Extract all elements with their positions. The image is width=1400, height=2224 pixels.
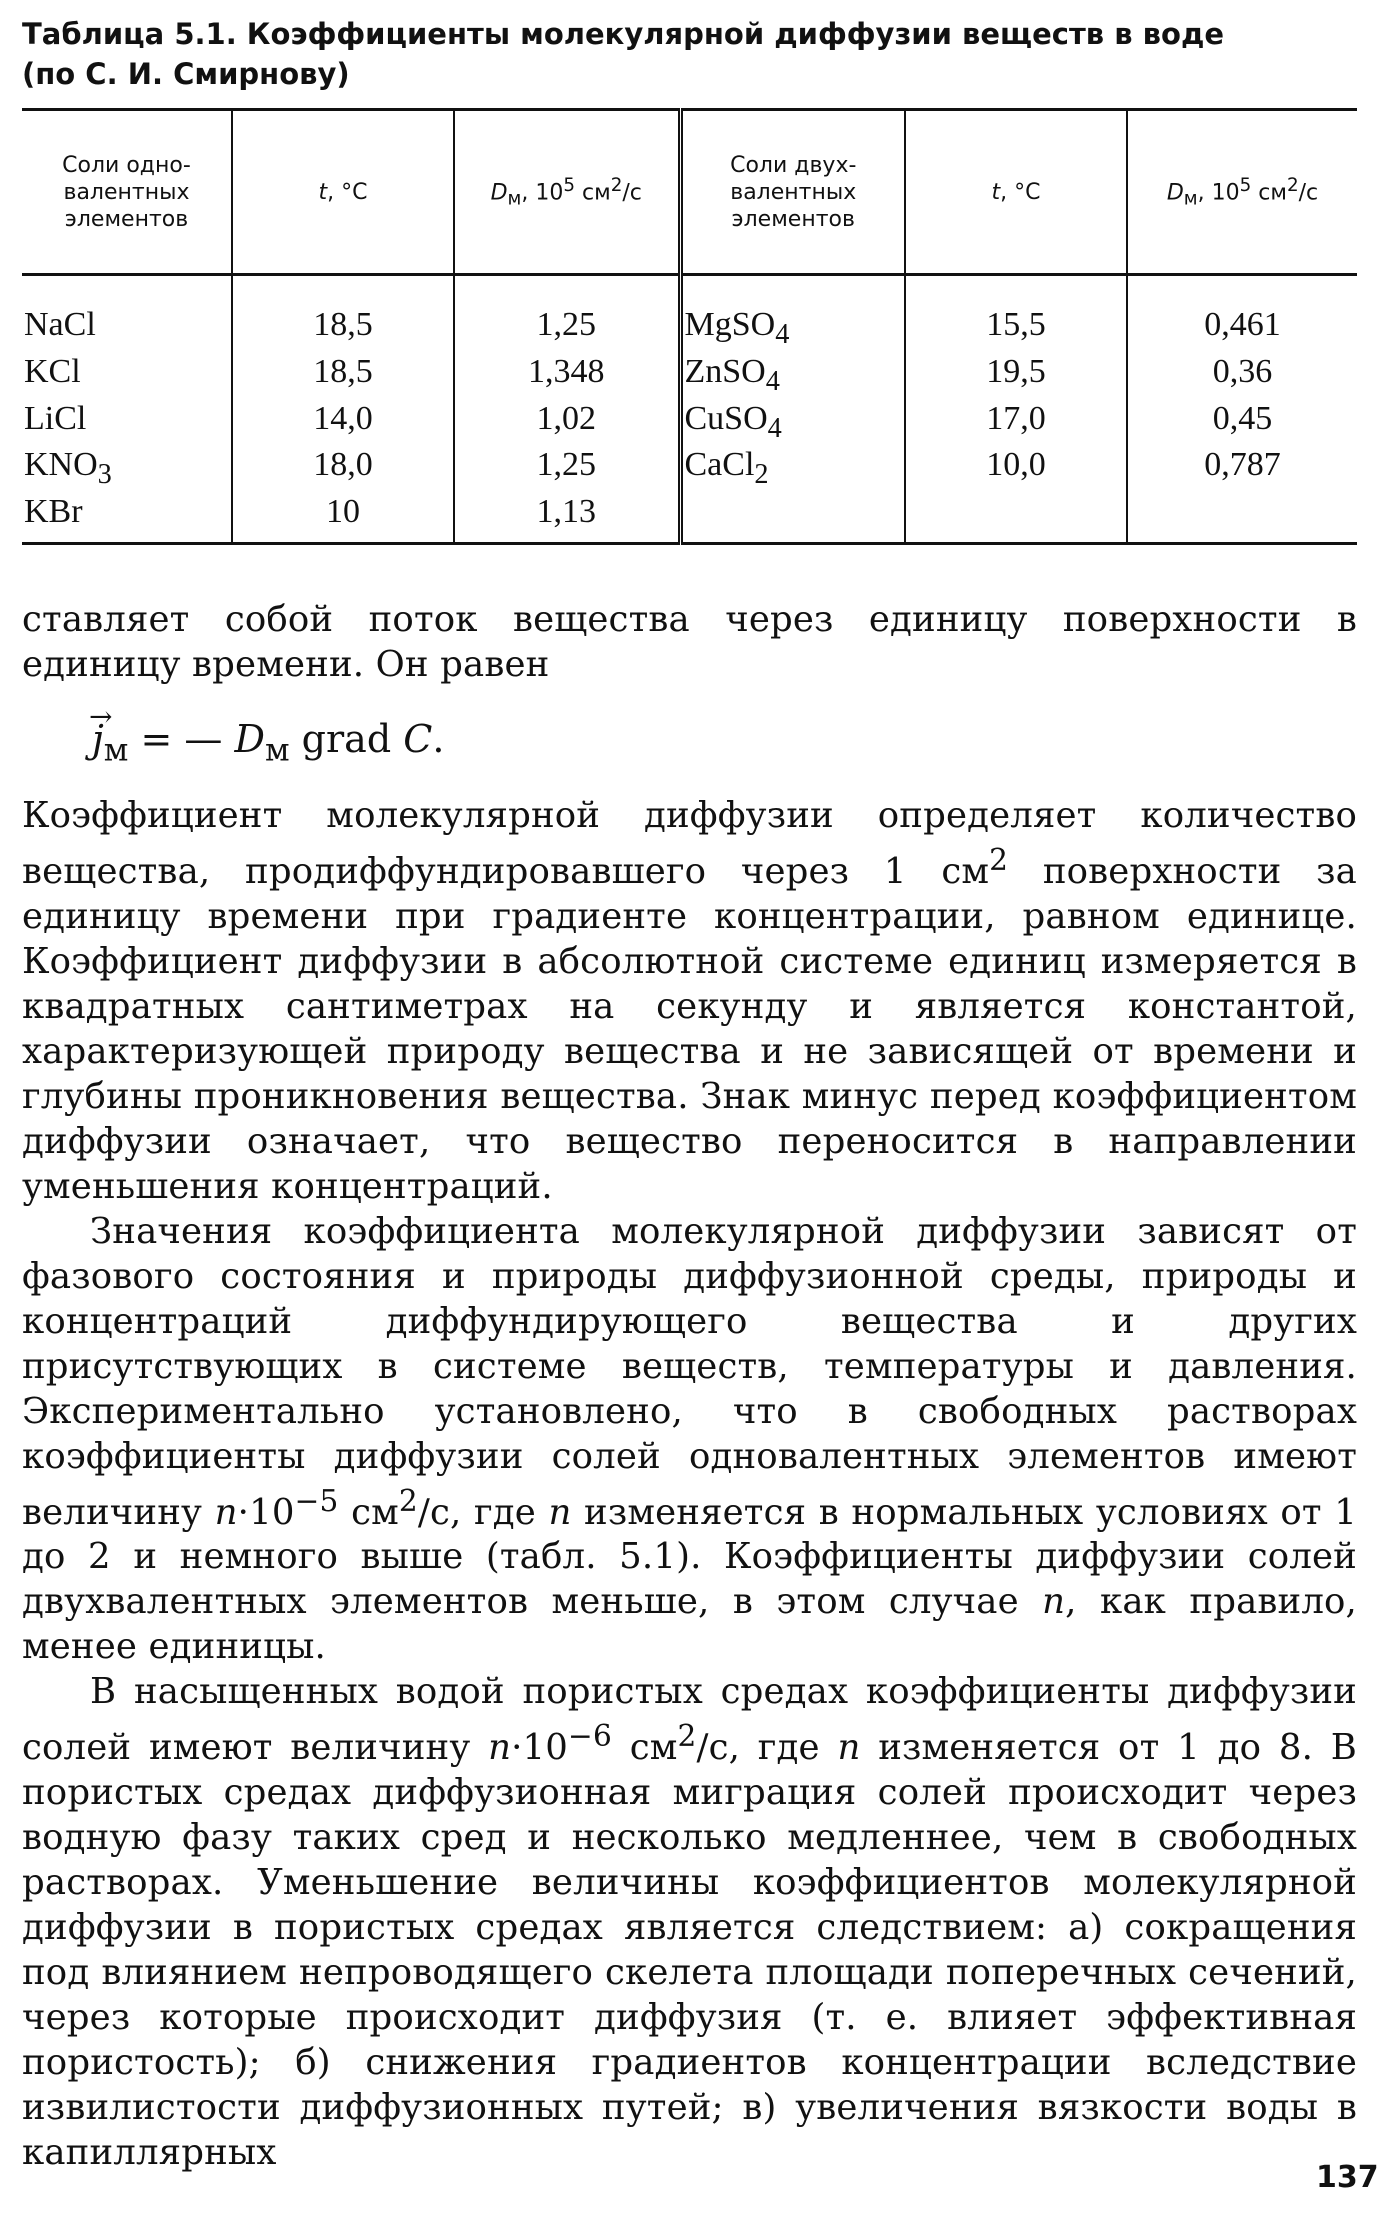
page xyxy=(22,14,1357,2175)
header-diffusion-1: $D_м$, $10^5$ $см^2/с$ xyxy=(454,110,680,275)
paragraph-dependence: Значения коэффициента молекулярной диффузии зависят от фазового состояния и природы диффузионной среды, природы и концентраций диффундирующего вещества и других присутствующих в системе веществ, температуры и давления. Экспериментально установлено, что в свободных растворах коэффициенты диффузии солей одновалентных элементов имеют величину $n\cdot 10^{-5}$ $см^2/с$, где n изменяется в нормальных условиях от 1 до 2 и немного выше (табл. 5.1). Коэффициенты диффузии солей двухвалентных элементов меньше, в этом случае n, как правило, менее единицы. xyxy=(22,1210,1357,1668)
cell-temperature-1: 18,0 xyxy=(232,446,454,493)
cell-diffusion-2 xyxy=(1127,493,1357,544)
table-row xyxy=(22,275,1357,353)
cell-temperature-2: 19,5 xyxy=(905,353,1127,400)
cell-salt-monovalent: KBr xyxy=(24,493,83,531)
cell-diffusion-1: 1,02 xyxy=(454,400,680,447)
table-header-row xyxy=(22,110,1357,275)
header-temperature-2: t, °С xyxy=(905,110,1127,275)
cell-salt-divalent: CuSO$_4$ xyxy=(680,400,905,447)
cell-temperature-1: 10 xyxy=(232,493,454,544)
diffusion-table xyxy=(22,108,1357,545)
header-salts-monovalent: Соли одно- валентных элементов xyxy=(22,110,232,275)
cell-salt-monovalent: NaCl xyxy=(24,306,96,343)
table-row xyxy=(22,400,1357,447)
cell-salt-divalent: ZnSO$_4$ xyxy=(680,353,905,400)
table-row xyxy=(22,493,1357,544)
cell-diffusion-2: 0,787 xyxy=(1127,446,1357,493)
cell-salt-divalent xyxy=(680,493,905,544)
header-salts-divalent: Соли двух- валентных элементов xyxy=(680,110,905,275)
cell-temperature-2: 10,0 xyxy=(905,446,1127,493)
cell-temperature-2: 17,0 xyxy=(905,400,1127,447)
table-row xyxy=(22,446,1357,493)
cell-diffusion-1: 1,25 xyxy=(454,275,680,353)
cell-diffusion-1: 1,25 xyxy=(454,446,680,493)
cell-temperature-2 xyxy=(905,493,1127,544)
paragraph-intro: ставляет собой поток вещества через единицу поверхности в единицу времени. Он равен xyxy=(22,599,1357,686)
cell-salt-divalent: MgSO$_4$ xyxy=(680,275,905,353)
cell-salt-monovalent: LiCl xyxy=(24,399,87,437)
cell-diffusion-1: 1,348 xyxy=(454,353,680,400)
cell-temperature-1: 18,5 xyxy=(232,353,454,400)
table-row xyxy=(22,353,1357,400)
cell-salt-divalent: CaCl$_2$ xyxy=(680,446,905,493)
table-body xyxy=(22,275,1357,544)
cell-salt-monovalent: KCl xyxy=(24,352,81,390)
cell-diffusion-2: 0,36 xyxy=(1127,353,1357,400)
header-diffusion-2: $D_м$, $10^5$ $см^2/с$ xyxy=(1127,110,1357,275)
table-caption xyxy=(22,14,1357,94)
paragraph-diffusion-coefficient: Коэффициент молекулярной диффузии определяет количество вещества, продиффундировавшего через 1 $см^2$ поверхности за единицу времени при градиенте концентрации, равном единице. Коэффициент диффузии в абсолютной системе единиц измеряется в квадратных сантиметрах на секунду и является константой, характеризующей природу вещества и не зависящей от времени и глубины проникновения вещества. Знак минус перед коэффициентом диффузии означает, что вещество переносится в направлении уменьшения концентраций. xyxy=(22,794,1357,1207)
cell-salt-monovalent: $KNO_3$ xyxy=(24,446,112,491)
cell-temperature-1: 14,0 xyxy=(232,400,454,447)
flux-formula: → $j_м$ = — $D_м$ grad C. xyxy=(92,709,1357,781)
cell-diffusion-1: 1,13 xyxy=(454,493,680,544)
cell-temperature-2: 15,5 xyxy=(905,275,1127,353)
paragraph-porous-media: В насыщенных водой пористых средах коэффициенты диффузии солей имеют величину $n\cdot 10^{-6}$ $см^2/с$, где n изменяется от 1 до 8. В пористых средах диффузионная миграция солей происходит через водную фазу таких сред и несколько медленнее, чем в свободных растворах. Уменьшение величины коэффициентов молекулярной диффузии в пористых средах является следствием: а) сокращения под влиянием непроводящего скелета площади поперечных сечений, через которые происходит диффузия (т. е. влияет эффективная пористость); б) снижения градиентов концентрации вследствие извилистости диффузионных путей; в) увеличения вязкости воды в капиллярных xyxy=(22,1671,1357,2174)
caption-line-2: (по С. И. Смирнову) xyxy=(22,57,350,91)
page-number: 137 xyxy=(1316,2160,1379,2195)
cell-diffusion-2: 0,45 xyxy=(1127,400,1357,447)
header-temperature-1: t, °С xyxy=(232,110,454,275)
cell-diffusion-2: 0,461 xyxy=(1127,275,1357,353)
caption-line-1: Таблица 5.1. Коэффициенты молекулярной диффузии веществ в воде xyxy=(22,17,1225,51)
cell-temperature-1: 18,5 xyxy=(232,275,454,353)
